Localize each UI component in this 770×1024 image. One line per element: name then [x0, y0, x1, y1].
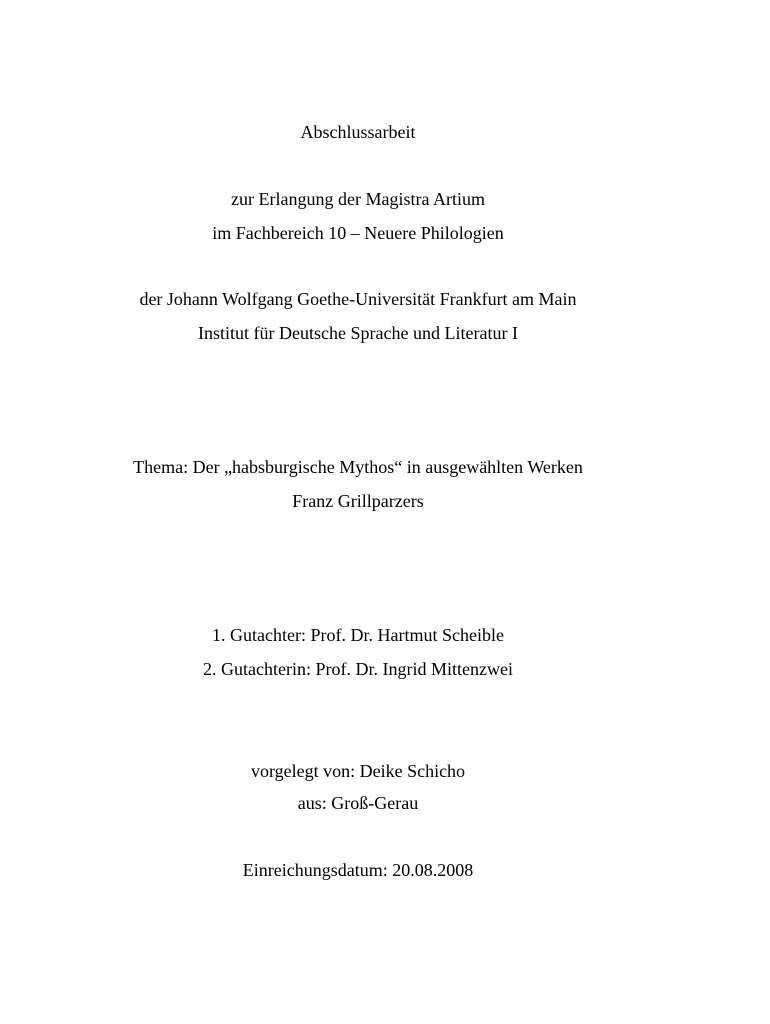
topic-line-2: Franz Grillparzers	[292, 491, 424, 511]
origin: aus: Groß-Gerau	[297, 793, 419, 813]
topic-line-1: Thema: Der „habsburgische Mythos“ in ausgewählten Werken	[133, 457, 583, 477]
submitted-by: vorgelegt von: Deike Schicho	[250, 761, 466, 781]
first-reviewer: 1. Gutachter: Prof. Dr. Hartmut Scheible	[212, 625, 504, 645]
degree-line-1: zur Erlangung der Magistra Artium	[231, 189, 485, 209]
degree-line-2: im Fachbereich 10 – Neuere Philologien	[212, 223, 504, 243]
university-line: der Johann Wolfgang Goethe-Universität Frankfurt am Main	[139, 289, 577, 309]
submission-date: Einreichungsdatum: 20.08.2008	[242, 860, 474, 880]
document-title: Abschlussarbeit	[300, 122, 416, 142]
second-reviewer: 2. Gutachterin: Prof. Dr. Ingrid Mittenzwei	[203, 659, 513, 679]
institute-line: Institut für Deutsche Sprache und Literatur I	[198, 323, 518, 343]
